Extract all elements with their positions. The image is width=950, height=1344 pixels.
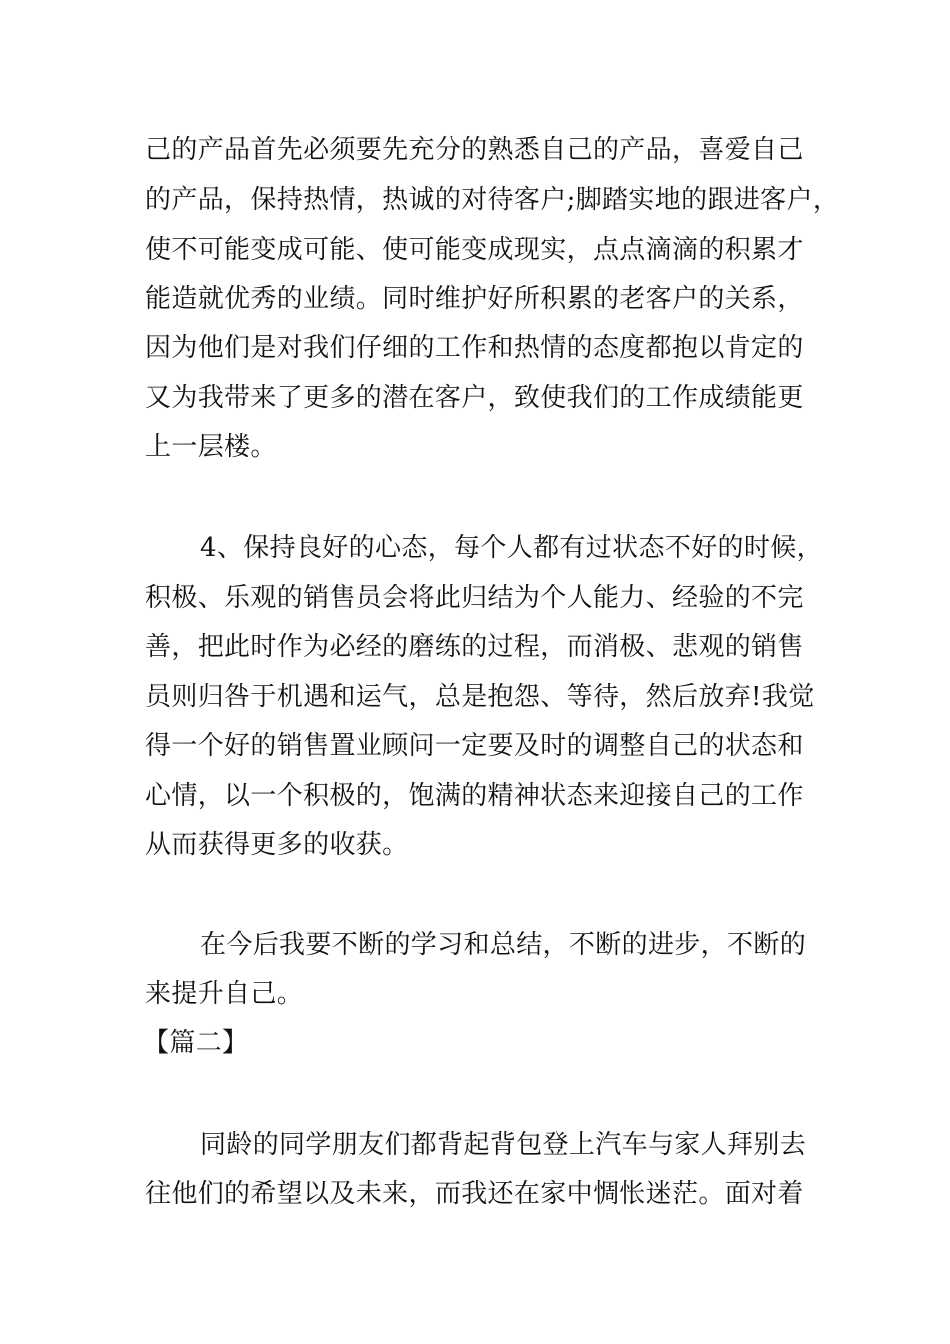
text-line: 因为他们是对我们仔细的工作和热情的态度都抱以肯定的 xyxy=(145,333,804,363)
section-heading: 【篇二】 xyxy=(143,1028,249,1058)
text-line: 己的产品首先必须要先充分的熟悉自己的产品，喜爱自己 xyxy=(145,135,804,165)
text-line: 4、保持良好的心态，每个人都有过状态不好的时候， xyxy=(200,533,823,563)
text-line: 使不可能变成可能、使可能变成现实，点点滴滴的积累才 xyxy=(145,235,804,265)
text-line: 同龄的同学朋友们都背起背包登上汽车与家人拜别去 xyxy=(200,1130,807,1160)
text-line: 往他们的希望以及未来，而我还在家中惆怅迷茫。面对着 xyxy=(145,1179,804,1209)
text-line: 的产品，保持热情，热诚的对待客户;脚踏实地的跟进客户， xyxy=(145,185,840,215)
text-line: 积极、乐观的销售员会将此归结为个人能力、经验的不完 xyxy=(145,583,804,613)
text-line: 来提升自己。 xyxy=(145,979,304,1009)
text-line: 从而获得更多的收获。 xyxy=(145,830,409,860)
text-line: 在今后我要不断的学习和总结，不断的进步，不断的 xyxy=(200,930,807,960)
text-line: 得一个好的销售置业顾问一定要及时的调整自己的状态和 xyxy=(145,731,804,761)
text-line: 又为我带来了更多的潜在客户，致使我们的工作成绩能更 xyxy=(145,383,804,413)
text-line: 能造就优秀的业绩。同时维护好所积累的老客户的关系， xyxy=(145,284,804,314)
text-line: 心情，以一个积极的，饱满的精神状态来迎接自己的工作 xyxy=(145,781,804,811)
text-line: 上一层楼。 xyxy=(145,432,277,462)
text-line: 员则归咎于机遇和运气，总是抱怨、等待，然后放弃!我觉 xyxy=(145,682,815,712)
text-line: 善，把此时作为必经的磨练的过程，而消极、悲观的销售 xyxy=(145,632,804,662)
